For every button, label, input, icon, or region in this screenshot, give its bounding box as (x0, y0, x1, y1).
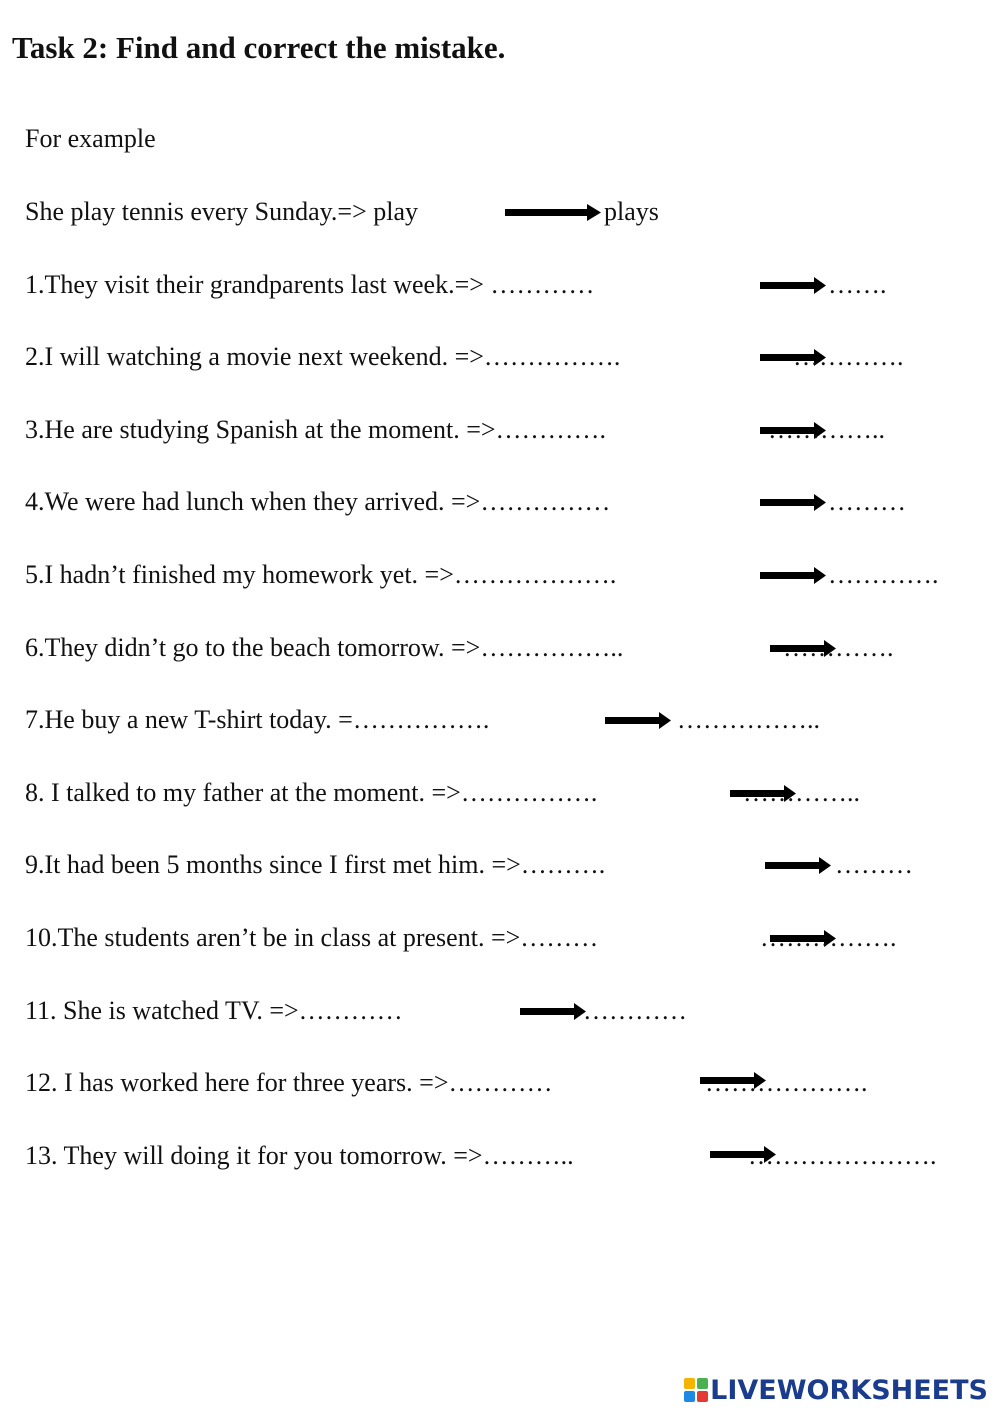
worksheet-title: Task 2: Find and correct the mistake. (12, 30, 506, 65)
answer-blank[interactable]: ……………. (760, 923, 897, 952)
answer-blank[interactable]: …………. (828, 560, 939, 589)
example-label: For example (25, 124, 156, 153)
answer-blank[interactable]: ……… (828, 487, 906, 516)
item-sentence: 10.The students aren’t be in class at present. =>……… (25, 923, 599, 952)
item-sentence: 8. I talked to my father at the moment. =>……………. (25, 778, 598, 807)
item-sentence: 12. I has worked here for three years. =>………… (25, 1068, 553, 1097)
answer-blank[interactable]: ………………. (705, 1068, 868, 1097)
arrow-icon (760, 565, 826, 585)
answer-blank[interactable]: …………. (793, 342, 904, 371)
item-sentence: 2.I will watching a movie next weekend. =>……………. (25, 342, 621, 371)
arrow-icon (765, 855, 831, 875)
answer-blank[interactable]: …………. (783, 633, 894, 662)
answer-blank[interactable]: ………….. (743, 778, 860, 807)
example-sentence: She play tennis every Sunday.=> play (25, 197, 419, 226)
arrow-icon (520, 1001, 586, 1021)
item-sentence: 5.I hadn’t finished my homework yet. =>………………. (25, 560, 617, 589)
answer-blank[interactable]: ……. (828, 270, 887, 299)
answer-blank[interactable]: …………….. (677, 705, 820, 734)
item-sentence: 13. They will doing it for you tomorrow. =>……….. (25, 1141, 574, 1170)
example-answer: plays (604, 197, 659, 226)
liveworksheets-logo[interactable] (684, 1373, 988, 1407)
arrow-icon (505, 202, 601, 222)
arrow-icon (760, 492, 826, 512)
answer-blank[interactable]: ………….. (768, 415, 885, 444)
item-sentence: 9.It had been 5 months since I first met him. =>………. (25, 850, 606, 879)
item-sentence: 1.They visit their grandparents last week.=> ………… (25, 270, 595, 299)
logo-text: LIVEWORKSHEETS (710, 1374, 988, 1406)
item-sentence: 6.They didn’t go to the beach tomorrow. =>…………….. (25, 633, 624, 662)
item-sentence: 7.He buy a new T-shirt today. =……………. (25, 705, 490, 734)
arrow-icon (605, 710, 671, 730)
item-sentence: 4.We were had lunch when they arrived. =>…………… (25, 487, 611, 516)
answer-blank[interactable]: ……… (835, 850, 913, 879)
arrow-icon (760, 275, 826, 295)
item-sentence: 3.He are studying Spanish at the moment. =>…………. (25, 415, 607, 444)
answer-blank[interactable]: ………… (583, 996, 687, 1025)
liveworksheets-logo-icon (684, 1378, 708, 1402)
item-sentence: 11. She is watched TV. =>………… (25, 996, 403, 1025)
answer-blank[interactable]: …………………. (748, 1141, 937, 1170)
